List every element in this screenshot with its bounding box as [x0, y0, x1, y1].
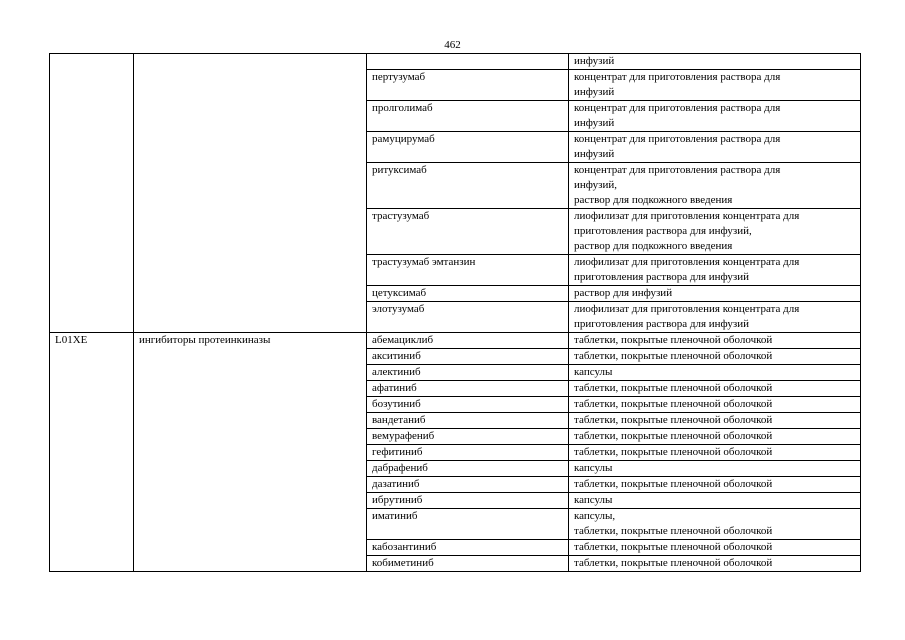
dosage-form-cell — [569, 556, 861, 572]
dosage-form-line: лиофилизат для приготовления концентрата для — [574, 210, 800, 222]
drug-name-cell: рамуцирумаб — [367, 132, 569, 163]
drug-name-cell: бозутиниб — [367, 397, 569, 413]
dosage-form-line: таблетки, покрытые пленочной оболочкой — [574, 525, 773, 537]
dosage-form-cell — [569, 286, 861, 302]
dosage-form-cell — [569, 70, 861, 101]
dosage-form-cell — [569, 333, 861, 349]
page-number: 462 — [444, 39, 461, 51]
drug-name-cell: пролголимаб — [367, 101, 569, 132]
dosage-form-line: концентрат для приготовления раствора для — [574, 71, 781, 83]
dosage-form-line: приготовления раствора для инфузий — [574, 318, 749, 330]
atc-code-cell — [50, 54, 134, 333]
table-body — [50, 54, 861, 572]
dosage-form-cell — [569, 540, 861, 556]
dosage-form-cell — [569, 209, 861, 255]
dosage-form-cell — [569, 477, 861, 493]
dosage-form-cell — [569, 509, 861, 540]
dosage-form-line: таблетки, покрытые пленочной оболочкой — [574, 541, 773, 553]
dosage-form-line: таблетки, покрытые пленочной оболочкой — [574, 398, 773, 410]
drug-name-cell: трастузумаб эмтанзин — [367, 255, 569, 286]
dosage-form-line: таблетки, покрытые пленочной оболочкой — [574, 334, 773, 346]
dosage-form-cell — [569, 349, 861, 365]
dosage-form-line: лиофилизат для приготовления концентрата для — [574, 256, 800, 268]
dosage-form-line: концентрат для приготовления раствора для — [574, 164, 781, 176]
drug-name-cell: вемурафениб — [367, 429, 569, 445]
dosage-form-cell — [569, 445, 861, 461]
drug-name-cell: вандетаниб — [367, 413, 569, 429]
dosage-form-line: приготовления раствора для инфузий — [574, 271, 749, 283]
dosage-form-line: капсулы — [574, 494, 613, 506]
drug-name-cell: алектиниб — [367, 365, 569, 381]
drug-name-cell — [367, 54, 569, 70]
dosage-form-cell — [569, 381, 861, 397]
drug-name-cell: иматиниб — [367, 509, 569, 540]
table-row — [50, 54, 861, 70]
dosage-form-line: раствор для инфузий — [574, 287, 673, 299]
drug-name-cell: кобиметиниб — [367, 556, 569, 572]
dosage-form-line: инфузий, — [574, 179, 617, 191]
drug-name-cell: абемациклиб — [367, 333, 569, 349]
dosage-form-cell — [569, 397, 861, 413]
atc-group-cell: ингибиторы протеинкиназы — [134, 333, 367, 572]
dosage-form-line: капсулы — [574, 462, 613, 474]
dosage-form-cell — [569, 101, 861, 132]
dosage-form-line: инфузий — [574, 117, 615, 129]
drug-name-cell: афатиниб — [367, 381, 569, 397]
drug-name-cell: дабрафениб — [367, 461, 569, 477]
drug-name-cell: элотузумаб — [367, 302, 569, 333]
dosage-form-cell — [569, 54, 861, 70]
dosage-form-cell — [569, 493, 861, 509]
drug-name-cell: акситиниб — [367, 349, 569, 365]
dosage-form-line: таблетки, покрытые пленочной оболочкой — [574, 414, 773, 426]
drug-name-cell: кабозантиниб — [367, 540, 569, 556]
dosage-form-line: инфузий — [574, 55, 615, 67]
dosage-form-cell — [569, 429, 861, 445]
drug-name-cell: ибрутиниб — [367, 493, 569, 509]
dosage-form-line: инфузий — [574, 148, 615, 160]
dosage-form-line: таблетки, покрытые пленочной оболочкой — [574, 478, 773, 490]
dosage-form-line: концентрат для приготовления раствора для — [574, 102, 781, 114]
dosage-form-cell — [569, 461, 861, 477]
dosage-form-line: приготовления раствора для инфузий, — [574, 225, 752, 237]
drug-name-cell: ритуксимаб — [367, 163, 569, 209]
dosage-form-line: капсулы — [574, 366, 613, 378]
dosage-form-line: таблетки, покрытые пленочной оболочкой — [574, 557, 773, 569]
dosage-form-line: лиофилизат для приготовления концентрата для — [574, 303, 800, 315]
drug-table — [49, 53, 861, 572]
dosage-form-line: таблетки, покрытые пленочной оболочкой — [574, 446, 773, 458]
drug-name-cell: цетуксимаб — [367, 286, 569, 302]
dosage-form-cell — [569, 365, 861, 381]
dosage-form-line: таблетки, покрытые пленочной оболочкой — [574, 350, 773, 362]
dosage-form-line: таблетки, покрытые пленочной оболочкой — [574, 382, 773, 394]
dosage-form-line: инфузий — [574, 86, 615, 98]
atc-group-cell — [134, 54, 367, 333]
drug-name-cell: дазатиниб — [367, 477, 569, 493]
dosage-form-cell — [569, 255, 861, 286]
dosage-form-cell — [569, 132, 861, 163]
drug-name-cell: пертузумаб — [367, 70, 569, 101]
dosage-form-line: таблетки, покрытые пленочной оболочкой — [574, 430, 773, 442]
drug-name-cell: трастузумаб — [367, 209, 569, 255]
dosage-form-line: капсулы, — [574, 510, 616, 522]
dosage-form-cell — [569, 413, 861, 429]
dosage-form-line: концентрат для приготовления раствора для — [574, 133, 781, 145]
atc-code-cell: L01XE — [50, 333, 134, 572]
dosage-form-cell — [569, 302, 861, 333]
drug-name-cell: гефитиниб — [367, 445, 569, 461]
dosage-form-cell — [569, 163, 861, 209]
dosage-form-line: раствор для подкожного введения — [574, 194, 733, 206]
table-row — [50, 333, 861, 349]
dosage-form-line: раствор для подкожного введения — [574, 240, 733, 252]
